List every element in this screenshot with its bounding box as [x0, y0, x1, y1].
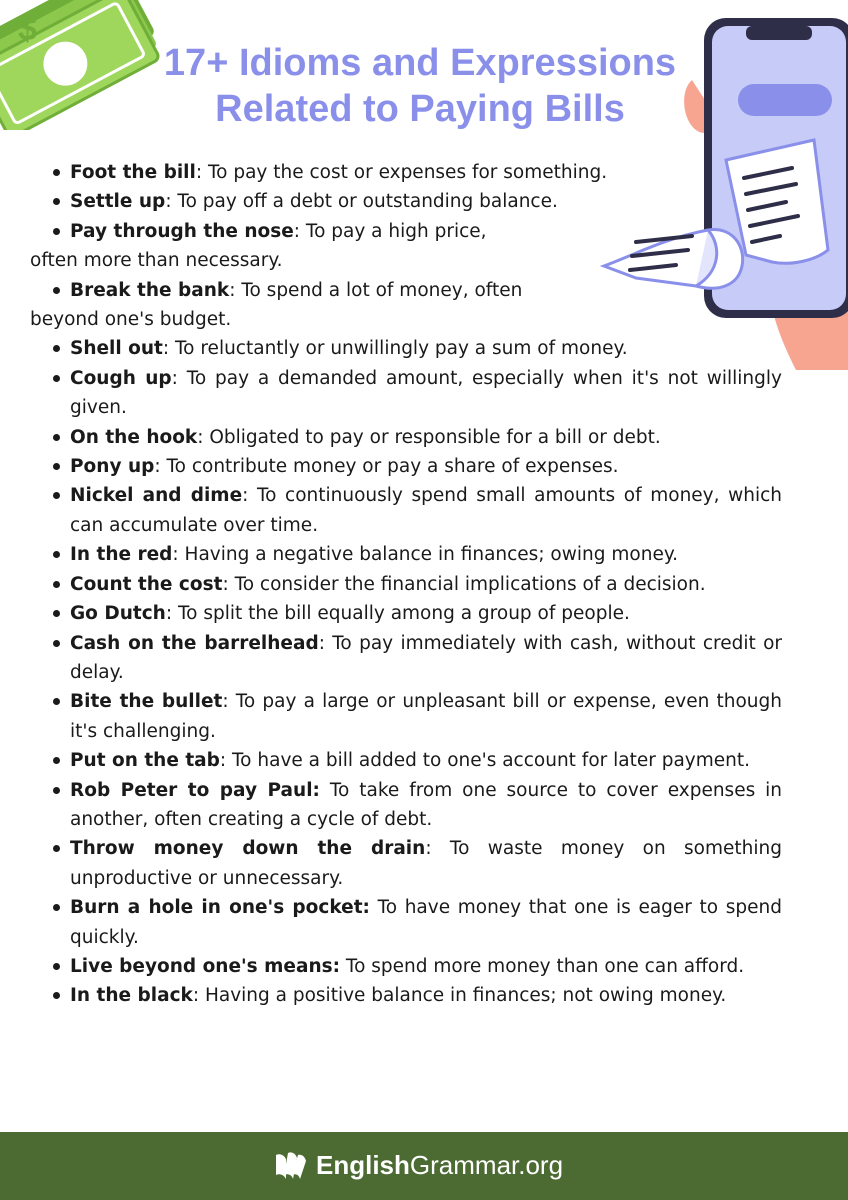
- idiom-term: Put on the tab: [70, 750, 220, 772]
- idiom-item: [30, 834, 782, 893]
- idiom-definition: To have a bill added to one's account for later payment.: [226, 750, 751, 772]
- idiom-item: [30, 158, 782, 187]
- idiom-definition: Obligated to pay or responsible for a bill or debt.: [203, 426, 661, 448]
- idiom-definition: To contribute money or pay a share of expenses.: [160, 456, 619, 478]
- idiom-item: [30, 570, 782, 599]
- idiom-item: [30, 423, 782, 452]
- idiom-definition-continued: beyond one's budget.: [30, 309, 232, 331]
- idiom-term: Rob Peter to pay Paul:: [70, 779, 320, 801]
- idiom-item: [30, 687, 782, 746]
- idiom-definition: To pay immediately with cash, without credit or delay.: [70, 632, 782, 683]
- idiom-separator: :: [162, 338, 170, 360]
- idiom-term: Nickel and dime: [70, 485, 243, 507]
- idiom-definition: To continuously spend small amounts of money, which can accumulate over time.: [70, 485, 782, 536]
- idiom-list: [30, 158, 782, 1011]
- idiom-separator: :: [165, 603, 173, 625]
- idiom-definition: To take from one source to cover expenses in another, often creating a cycle of debt.: [70, 779, 782, 830]
- idiom-item: [30, 364, 782, 423]
- idiom-separator: :: [165, 191, 172, 213]
- title-line-2: Related to Paying Bills: [215, 88, 625, 130]
- idiom-separator: :: [154, 456, 161, 478]
- idiom-definition: Having a negative balance in finances; owing money.: [178, 544, 679, 566]
- idiom-item: [30, 629, 782, 688]
- idiom-term: Burn a hole in one's pocket:: [70, 897, 370, 919]
- idiom-item: [30, 981, 782, 1010]
- idiom-term: Cash on the barrelhead: [70, 632, 319, 654]
- idiom-term: Settle up: [70, 191, 166, 213]
- idiom-item: [30, 334, 782, 363]
- idiom-term: Pony up: [70, 456, 155, 478]
- dollar-sign-icon: $: [18, 10, 37, 48]
- idiom-term: Bite the bullet: [70, 691, 223, 713]
- idiom-item: [30, 187, 782, 216]
- idiom-term: Throw money down the drain: [70, 838, 426, 860]
- idiom-separator: :: [222, 691, 229, 713]
- idiom-term: Break the bank: [70, 279, 230, 301]
- idiom-definition: To spend a lot of money, often: [235, 279, 523, 301]
- idiom-definition: Having a positive balance in finances; not owing money.: [199, 985, 727, 1007]
- idiom-term: Shell out: [70, 338, 163, 360]
- idiom-separator: :: [171, 367, 178, 389]
- idiom-separator: :: [293, 220, 301, 242]
- idiom-term: Live beyond one's means:: [70, 955, 341, 977]
- idiom-item: [30, 599, 782, 628]
- idiom-definition: To pay off a debt or outstanding balance.: [171, 191, 558, 213]
- idiom-term: In the black: [70, 985, 193, 1007]
- idiom-definition: To pay a large or unpleasant bill or expense, even though it's challenging.: [70, 691, 782, 742]
- brand-logo: [270, 1143, 563, 1187]
- idiom-item: [30, 540, 782, 569]
- idiom-definition: To reluctantly or unwillingly pay a sum of money.: [169, 338, 628, 360]
- idiom-separator: :: [192, 985, 200, 1007]
- idiom-separator: :: [222, 573, 229, 595]
- idiom-item: [30, 746, 782, 775]
- idiom-item: [30, 893, 782, 952]
- idiom-item: [30, 276, 560, 335]
- idiom-definition: To waste money on something unproductive or unnecessary.: [70, 838, 782, 889]
- book-logo-icon: [270, 1145, 310, 1185]
- idiom-term: Go Dutch: [70, 603, 166, 625]
- idiom-definition: To pay a demanded amount, especially when it's not willingly given.: [70, 367, 782, 419]
- idiom-definition: To split the bill equally among a group of people.: [172, 603, 630, 625]
- brand-name-regular: Grammar.org: [409, 1149, 564, 1180]
- idiom-term: On the hook: [70, 426, 198, 448]
- idiom-separator: :: [197, 426, 204, 448]
- idiom-separator: :: [318, 632, 325, 654]
- idiom-separator: :: [219, 750, 227, 772]
- idiom-term: Foot the bill: [70, 162, 196, 183]
- idiom-term: Pay through the nose: [70, 220, 294, 242]
- idiom-separator: :: [195, 162, 203, 183]
- idiom-definition: To pay the cost or expenses for something.: [202, 162, 608, 183]
- idiom-item: [30, 452, 782, 481]
- idiom-term: In the red: [70, 544, 173, 566]
- idiom-term: Count the cost: [70, 573, 223, 595]
- idiom-separator: :: [242, 485, 249, 507]
- idiom-definition-continued: often more than necessary.: [30, 250, 283, 272]
- idiom-definition: To spend more money than one can afford.: [340, 955, 745, 977]
- idiom-separator: :: [229, 279, 236, 301]
- idiom-item: [30, 776, 782, 835]
- idiom-item: [30, 217, 560, 276]
- brand-name-bold: English: [316, 1149, 410, 1180]
- idiom-item: [30, 952, 782, 981]
- idiom-definition: To pay a high price,: [300, 220, 487, 242]
- idiom-item: [30, 481, 782, 540]
- idiom-separator: :: [425, 838, 432, 860]
- title-line-1: 17+ Idioms and Expressions: [163, 42, 677, 84]
- idiom-definition: To consider the financial implications of a decision.: [228, 573, 706, 595]
- idiom-separator: :: [172, 544, 179, 566]
- idiom-definition: To have money that one is eager to spend quickly.: [70, 897, 782, 948]
- idiom-term: Cough up: [70, 367, 172, 389]
